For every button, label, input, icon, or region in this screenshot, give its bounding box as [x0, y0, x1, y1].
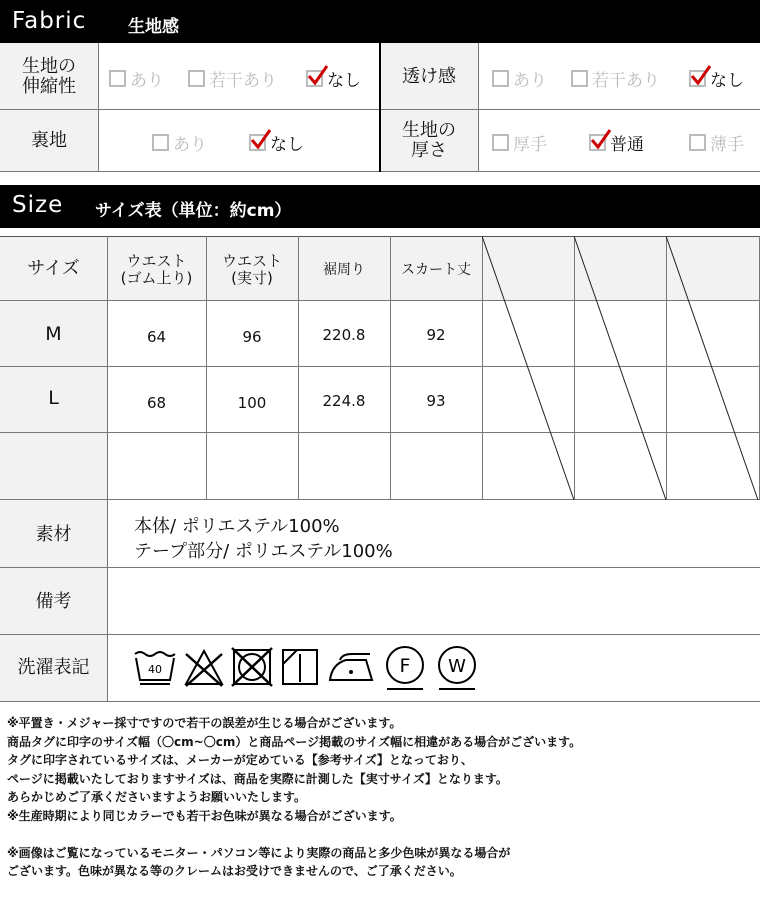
sheerness-label: 透け感: [402, 66, 456, 87]
svg-text:40: 40: [148, 663, 162, 676]
cell-l-hem: 224.8: [322, 392, 366, 410]
fabric-title-en: Fabric: [12, 8, 87, 34]
line-dry-shade-icon: [280, 646, 320, 688]
size-row-label-l: L: [48, 387, 59, 409]
note-line: 商品タグに印字のサイズ幅（〇cm~〇cm）と商品ページ掲載のサイズ幅に相違がある場合がございます。: [7, 734, 582, 749]
lining-option-none[interactable]: なし: [249, 130, 304, 155]
cell-l-length: 93: [426, 392, 446, 410]
thickness-option-thick[interactable]: 厚手: [492, 130, 547, 155]
fabric-title-jp: 生地感: [128, 17, 179, 37]
checkbox-checked-icon: [689, 70, 706, 87]
checkbox-icon: [188, 70, 205, 87]
checkbox-icon: [492, 134, 509, 151]
note-line: ※画像はご覧になっているモニター・パソコン等により実際の商品と多少色味が異なる場合が: [7, 845, 511, 860]
header-waist-actual: ウエスト (実寸): [221, 252, 282, 287]
header-hem: 裾周り: [323, 262, 365, 278]
checkbox-icon: [152, 134, 169, 151]
thickness-label: 生地の 厚さ: [402, 120, 456, 161]
thickness-option-normal[interactable]: 普通: [589, 130, 644, 155]
cell-m-waist-rubber: 64: [146, 328, 167, 346]
note-line: ページに掲載いたしておりますサイズは、商品を実際に計測した【実寸サイズ】となります。: [7, 771, 508, 786]
stretch-option-ari[interactable]: あり: [109, 66, 164, 91]
svg-text:F: F: [399, 655, 411, 677]
checkbox-icon: [571, 70, 588, 87]
note-line: タグに印字されているサイズは、メーカーが定めている【参考サイズ】となっており、: [7, 753, 473, 767]
notes-block: [7, 714, 581, 881]
no-tumble-dry-icon: [230, 646, 274, 688]
material-line2: テープ部分/ ポリエステル100%: [134, 541, 393, 562]
cell-m-length: 92: [426, 326, 446, 344]
svg-text:W: W: [448, 656, 466, 677]
size-row-label-m: M: [45, 323, 62, 345]
thickness-option-thin[interactable]: 薄手: [689, 130, 744, 155]
lining-label: 裏地: [31, 130, 67, 151]
size-header-bar: [0, 185, 760, 228]
note-line: ございます。色味が異なる等のクレームはお受けできませんので、ご了承ください。: [7, 864, 462, 878]
no-bleach-icon: [182, 646, 226, 688]
checkbox-icon: [492, 70, 509, 87]
header-waist-rubber: ウエスト (ゴム上り): [120, 252, 193, 287]
lining-option-ari[interactable]: あり: [152, 130, 207, 155]
stretch-option-none[interactable]: なし: [306, 66, 361, 91]
cell-l-waist-rubber: 68: [146, 394, 167, 412]
dryclean-f-icon: [382, 643, 428, 693]
size-title-en: Size: [12, 192, 64, 218]
cell-m-waist-actual: 96: [242, 328, 262, 346]
empty-column-slashes: [482, 236, 760, 500]
iron-low-icon: [326, 646, 378, 688]
checkbox-checked-icon: [589, 134, 606, 151]
sheer-option-ari[interactable]: あり: [492, 66, 547, 91]
size-title-jp: サイズ表（単位：約cm）: [95, 201, 292, 221]
care-label: 洗濯表記: [17, 657, 90, 678]
stretch-label: 生地の 伸縮性: [22, 56, 76, 97]
remarks-label: 備考: [35, 591, 72, 612]
checkbox-checked-icon: [249, 134, 266, 151]
size-corner-label: サイズ: [27, 258, 80, 279]
header-skirt-length: スカート丈: [401, 262, 471, 278]
note-line: ※生産時期により同じカラーでも若干お色味が異なる場合がございます。: [7, 808, 402, 823]
material-line1: 本体/ ポリエステル100%: [134, 516, 340, 537]
checkbox-icon: [689, 134, 706, 151]
cell-m-hem: 220.8: [322, 326, 366, 344]
cell-l-waist-actual: 100: [237, 394, 267, 412]
checkbox-checked-icon: [306, 70, 323, 87]
fabric-header-bar: [0, 0, 760, 43]
stretch-option-slight[interactable]: 若干あり: [188, 66, 277, 91]
wash-40-icon: [132, 646, 178, 688]
note-line: あらかじめご了承くださいますようお願いいたします。: [7, 790, 307, 804]
sheer-option-slight[interactable]: 若干あり: [571, 66, 660, 91]
sheer-option-none[interactable]: なし: [689, 66, 744, 91]
checkbox-icon: [109, 70, 126, 87]
wetclean-w-icon: [434, 643, 480, 693]
material-label: 素材: [35, 524, 72, 545]
note-line: ※平置き・メジャー採寸ですので若干の誤差が生じる場合がございます。: [7, 716, 402, 730]
note-line: [7, 825, 581, 844]
